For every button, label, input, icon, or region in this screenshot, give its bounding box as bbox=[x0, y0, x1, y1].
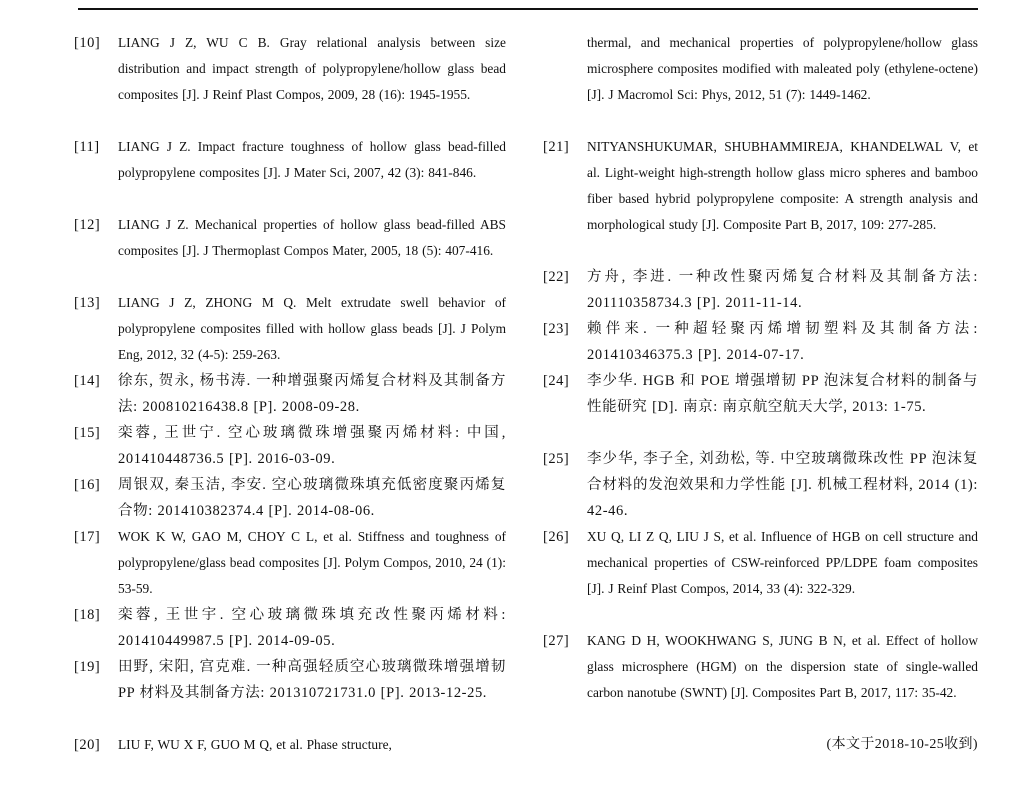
reference-text: LIU F, WU X F, GUO M Q, et al. Phase structure, bbox=[118, 737, 392, 752]
reference-text: 李少华. HGB 和 POE 增强增韧 PP 泡沫复合材料的制备与性能研究 [D]. 南京: 南京航空航天大学, 2013: 1-75. bbox=[587, 373, 978, 415]
reference-column-left bbox=[74, 30, 506, 758]
reference-item bbox=[74, 732, 506, 758]
reference-number: [16] bbox=[74, 477, 101, 493]
reference-item bbox=[74, 654, 506, 732]
reference-text: 栾蓉, 王世宁. 空心玻璃微珠增强聚丙烯材料: 中国, 201410448736.5 [P]. 2016-03-09. bbox=[118, 425, 506, 467]
reference-column-right bbox=[543, 30, 978, 758]
reference-item bbox=[74, 524, 506, 602]
reference-number: [26] bbox=[543, 529, 570, 545]
reference-number: [23] bbox=[543, 321, 570, 337]
reference-text: NITYANSHUKUMAR, SHUBHAMMIREJA, KHANDELWAL V, et al. Light-weight high-strength hollow glass micro spheres and bamboo fiber based hybrid polypropylene composite: A strength analysis and morphological study [J]. Composite Part B, 2017, 109: 277-285. bbox=[587, 139, 978, 232]
reference-item bbox=[74, 420, 506, 472]
reference-number: [18] bbox=[74, 607, 101, 623]
reference-item bbox=[74, 368, 506, 420]
reference-number: [24] bbox=[543, 373, 570, 389]
reference-number: [11] bbox=[74, 139, 100, 155]
reference-text: 李少华, 李子全, 刘劲松, 等. 中空玻璃微珠改性 PP 泡沫复合材料的发泡效果和力学性能 [J]. 机械工程材料, 2014 (1): 42-46. bbox=[587, 451, 978, 519]
reference-number: [21] bbox=[543, 139, 570, 155]
received-date-note: (本文于2018-10-25收到) bbox=[826, 737, 978, 752]
reference-item bbox=[74, 290, 506, 368]
reference-text: 田野, 宋阳, 宫克难. 一种高强轻质空心玻璃微珠增强增韧 PP 材料及其制备方法: 201310721731.0 [P]. 2013-12-25. bbox=[118, 659, 506, 701]
reference-text: 周银双, 秦玉洁, 李安. 空心玻璃微珠填充低密度聚丙烯复合物: 201410382374.4 [P]. 2014-08-06. bbox=[118, 477, 506, 519]
reference-item bbox=[74, 602, 506, 654]
reference-text: LIANG J Z, WU C B. Gray relational analysis between size distribution and impact strength of polypropylene/hollow glass bead composites [J]. J Reinf Plast Compos, 2009, 28 (16): 1945-1955. bbox=[118, 35, 506, 102]
reference-item bbox=[74, 134, 506, 212]
reference-text: 赖伴来. 一种超轻聚丙烯增韧塑料及其制备方法: 201410346375.3 [P]. 2014-07-17. bbox=[587, 321, 978, 363]
reference-text: LIANG J Z. Impact fracture toughness of hollow glass bead-filled polypropylene composites [J]. J Mater Sci, 2007, 42 (3): 841-846. bbox=[118, 139, 506, 180]
reference-text: XU Q, LI Z Q, LIU J S, et al. Influence of HGB on cell structure and mechanical properties of CSW-reinforced PP/LDPE foam composites [J]. J Reinf Plast Compos, 2014, 33 (4): 322-329. bbox=[587, 529, 978, 596]
reference-item bbox=[543, 134, 978, 264]
reference-text: 方舟, 李进. 一种改性聚丙烯复合材料及其制备方法: 201110358734.3 [P]. 2011-11-14. bbox=[587, 269, 978, 311]
reference-item bbox=[543, 524, 978, 628]
reference-item bbox=[543, 446, 978, 524]
reference-text: WOK K W, GAO M, CHOY C L, et al. Stiffness and toughness of polypropylene/glass bead composites [J]. Polym Compos, 2010, 24 (1): 53-59. bbox=[118, 529, 506, 596]
reference-number: [15] bbox=[74, 425, 101, 441]
reference-text: 徐东, 贺永, 杨书涛. 一种增强聚丙烯复合材料及其制备方法: 200810216438.8 [P]. 2008-09-28. bbox=[118, 373, 506, 415]
reference-item bbox=[543, 368, 978, 446]
reference-item bbox=[543, 316, 978, 368]
reference-text: thermal, and mechanical properties of polypropylene/hollow glass microsphere composites modified with maleated poly (ethylene-octene) [J]. J Macromol Sci: Phys, 2012, 51 (7): 1449-1462. bbox=[587, 35, 978, 102]
reference-item bbox=[74, 472, 506, 524]
reference-item bbox=[543, 628, 978, 732]
reference-number: [19] bbox=[74, 659, 101, 675]
reference-number: [25] bbox=[543, 451, 570, 467]
reference-continuation bbox=[543, 30, 978, 134]
reference-item bbox=[543, 264, 978, 316]
reference-text: LIANG J Z. Mechanical properties of hollow glass bead-filled ABS composites [J]. J Thermoplast Compos Mater, 2005, 18 (5): 407-416. bbox=[118, 217, 506, 258]
reference-number: [27] bbox=[543, 633, 570, 649]
reference-number: [12] bbox=[74, 217, 101, 233]
reference-number: [20] bbox=[74, 737, 101, 753]
reference-text: LIANG J Z, ZHONG M Q. Melt extrudate swell behavior of polypropylene composites filled with hollow glass beads [J]. J Polym Eng, 2012, 32 (4-5): 259-263. bbox=[118, 295, 506, 362]
reference-number: [10] bbox=[74, 35, 101, 51]
reference-number: [22] bbox=[543, 269, 570, 285]
reference-text: KANG D H, WOOKHWANG S, JUNG B N, et al. Effect of hollow glass microsphere (HGM) on the dispersion state of single-walled carbon nanotube (SWNT) [J]. Composites Part B, 2017, 117: 35-42. bbox=[587, 633, 978, 700]
reference-item bbox=[74, 212, 506, 290]
reference-text: 栾蓉, 王世宇. 空心玻璃微珠填充改性聚丙烯材料: 201410449987.5 [P]. 2014-09-05. bbox=[118, 607, 506, 649]
header-rule bbox=[78, 8, 978, 10]
reference-number: [17] bbox=[74, 529, 101, 545]
reference-number: [14] bbox=[74, 373, 101, 389]
reference-item bbox=[74, 30, 506, 134]
reference-number: [13] bbox=[74, 295, 101, 311]
